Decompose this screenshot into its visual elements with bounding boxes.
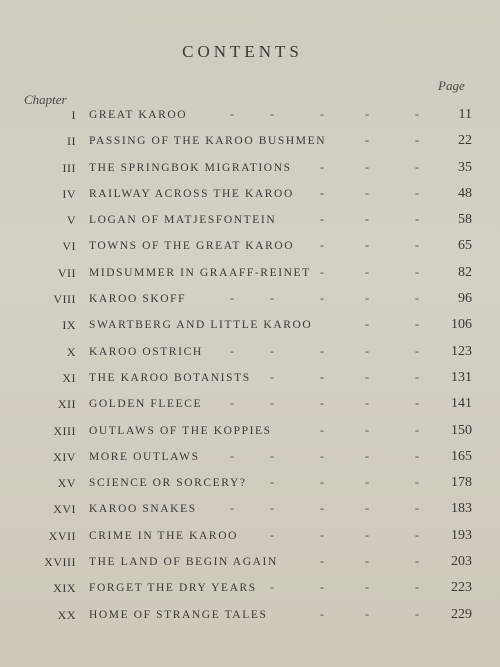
toc-entry[interactable] xyxy=(0,577,500,603)
page-number: 193 xyxy=(451,527,472,543)
leader-dash: - xyxy=(415,291,419,306)
leader-dash: - xyxy=(365,133,369,148)
toc-entry[interactable] xyxy=(0,314,500,340)
leader-dash: - xyxy=(415,107,419,121)
leader-dash: - xyxy=(415,580,419,595)
chapter-number: XIII xyxy=(53,423,76,438)
chapter-title: SCIENCE OR SORCERY? xyxy=(89,477,247,490)
toc-entry[interactable] xyxy=(0,498,500,524)
page-number: 203 xyxy=(451,554,472,570)
leader-dash: - xyxy=(365,606,369,621)
chapter-title: GREAT KAROO xyxy=(89,109,188,121)
chapter-number: XII xyxy=(57,397,76,412)
leader-dash: - xyxy=(230,396,234,411)
chapter-number: V xyxy=(66,213,76,228)
chapter-title: KAROO SNAKES xyxy=(89,503,197,516)
leader-dash: - xyxy=(365,264,369,279)
page-number: 48 xyxy=(458,185,472,201)
chapter-number: II xyxy=(67,134,76,149)
chapter-title: TOWNS OF THE GREAT KAROO xyxy=(89,240,295,253)
leader-dash: - xyxy=(270,291,274,306)
leader-dash: - xyxy=(230,448,234,463)
chapter-number: VIII xyxy=(53,292,76,307)
leader-dash: - xyxy=(320,212,324,227)
leader-dash: - xyxy=(365,212,369,227)
leader-dash: - xyxy=(365,159,369,174)
chapter-title: LOGAN OF MATJESFONTEIN xyxy=(89,214,277,227)
toc-entry[interactable] xyxy=(0,130,500,156)
toc-entry[interactable] xyxy=(0,525,500,551)
leader-dash: - xyxy=(415,396,419,411)
leader-dash: - xyxy=(415,238,419,253)
toc-entry[interactable] xyxy=(0,604,500,630)
toc-entry[interactable] xyxy=(0,367,500,393)
chapter-title: THE KAROO BOTANISTS xyxy=(89,371,251,384)
chapter-number: XV xyxy=(57,476,76,491)
leader-dash: - xyxy=(365,580,369,595)
page-number: 123 xyxy=(451,343,472,359)
leader-dash: - xyxy=(365,475,369,490)
table-of-contents xyxy=(0,104,500,630)
chapter-title: SWARTBERG AND LITTLE KAROO xyxy=(89,319,313,332)
page-number: 65 xyxy=(458,238,472,254)
leader-dash: - xyxy=(365,107,369,121)
chapter-number: XX xyxy=(57,607,76,622)
leader-dash: - xyxy=(415,159,419,174)
leader-dash: - xyxy=(365,501,369,516)
toc-entry[interactable] xyxy=(0,209,500,235)
page-column-header: Page xyxy=(438,78,465,93)
leader-dash: - xyxy=(320,159,324,174)
chapter-number: VII xyxy=(57,265,76,280)
leader-dash: - xyxy=(365,554,369,569)
toc-entry[interactable] xyxy=(0,341,500,367)
toc-entry[interactable] xyxy=(0,288,500,314)
toc-entry[interactable] xyxy=(0,393,500,419)
leader-dash: - xyxy=(270,343,274,358)
chapter-title: CRIME IN THE KAROO xyxy=(89,529,239,542)
leader-dash: - xyxy=(365,422,369,437)
leader-dash: - xyxy=(230,291,234,306)
chapter-title: KAROO SKOFF xyxy=(89,293,187,306)
toc-entry[interactable] xyxy=(0,183,500,209)
leader-dash: - xyxy=(415,212,419,227)
leader-dash: - xyxy=(320,554,324,569)
page-number: 11 xyxy=(458,107,472,122)
chapter-title: KAROO OSTRICH xyxy=(89,345,203,358)
page-number: 141 xyxy=(451,396,472,412)
leader-dash: - xyxy=(320,422,324,437)
leader-dash: - xyxy=(415,343,419,358)
chapter-title: THE SPRINGBOK MIGRATIONS xyxy=(89,161,292,174)
leader-dash: - xyxy=(415,475,419,490)
page-number: 22 xyxy=(458,133,472,149)
page-number: 229 xyxy=(451,606,472,622)
leader-dash: - xyxy=(270,107,274,121)
leader-dash: - xyxy=(415,369,419,384)
chapter-title: MIDSUMMER IN GRAAFF-REINET xyxy=(89,266,311,279)
chapter-title: THE LAND OF BEGIN AGAIN xyxy=(89,556,278,569)
leader-dash: - xyxy=(270,396,274,411)
toc-entry[interactable] xyxy=(0,420,500,446)
leader-dash: - xyxy=(320,369,324,384)
chapter-title: PASSING OF THE KAROO BUSHMEN xyxy=(89,135,327,148)
leader-dash: - xyxy=(230,343,234,358)
chapter-number: VI xyxy=(62,239,76,254)
page-number: 96 xyxy=(458,291,472,307)
leader-dash: - xyxy=(270,448,274,463)
chapter-number: XI xyxy=(62,370,76,385)
leader-dash: - xyxy=(320,343,324,358)
toc-entry[interactable] xyxy=(0,551,500,577)
page-number: 58 xyxy=(458,212,472,228)
leader-dash: - xyxy=(270,501,274,516)
toc-entry[interactable] xyxy=(0,235,500,261)
leader-dash: - xyxy=(270,369,274,384)
leader-dash: - xyxy=(365,396,369,411)
leader-dash: - xyxy=(320,606,324,621)
page-number: 223 xyxy=(451,580,472,596)
page-number: 106 xyxy=(451,317,472,333)
leader-dash: - xyxy=(415,185,419,200)
page-number: 131 xyxy=(451,369,472,385)
leader-dash: - xyxy=(365,291,369,306)
leader-dash: - xyxy=(320,475,324,490)
page-number: 35 xyxy=(458,159,472,175)
chapter-number: I xyxy=(71,108,76,122)
leader-dash: - xyxy=(415,501,419,516)
chapter-title: FORGET THE DRY YEARS xyxy=(89,582,257,595)
chapter-number: X xyxy=(66,344,76,359)
chapter-number: XVII xyxy=(48,528,76,543)
leader-dash: - xyxy=(320,396,324,411)
leader-dash: - xyxy=(365,369,369,384)
chapter-title: GOLDEN FLEECE xyxy=(89,398,203,411)
chapter-number: XIX xyxy=(53,581,76,596)
chapter-column-header: Chapter xyxy=(24,92,67,107)
leader-dash: - xyxy=(415,448,419,463)
leader-dash: - xyxy=(365,238,369,253)
leader-dash: - xyxy=(320,291,324,306)
leader-dash: - xyxy=(320,238,324,253)
leader-dash: - xyxy=(320,185,324,200)
leader-dash: - xyxy=(365,448,369,463)
toc-entry[interactable] xyxy=(0,262,500,288)
page-number: 82 xyxy=(458,264,472,280)
leader-dash: - xyxy=(365,317,369,332)
leader-dash: - xyxy=(230,501,234,516)
leader-dash: - xyxy=(320,527,324,542)
toc-entry[interactable] xyxy=(0,446,500,472)
page-number: 183 xyxy=(451,501,472,517)
leader-dash: - xyxy=(320,448,324,463)
leader-dash: - xyxy=(270,527,274,542)
leader-dash: - xyxy=(415,527,419,542)
leader-dash: - xyxy=(320,580,324,595)
leader-dash: - xyxy=(415,133,419,148)
leader-dash: - xyxy=(365,527,369,542)
page-title: CONTENTS xyxy=(182,42,303,61)
leader-dash: - xyxy=(320,264,324,279)
leader-dash: - xyxy=(230,107,234,121)
chapter-title: HOME OF STRANGE TALES xyxy=(89,608,268,621)
toc-entry[interactable] xyxy=(0,472,500,498)
leader-dash: - xyxy=(415,554,419,569)
toc-entry[interactable] xyxy=(0,104,500,130)
leader-dash: - xyxy=(320,107,324,121)
chapter-number: IX xyxy=(62,318,76,333)
chapter-number: XIV xyxy=(53,449,76,464)
chapter-title: MORE OUTLAWS xyxy=(89,450,200,463)
page-number: 150 xyxy=(451,422,472,438)
leader-dash: - xyxy=(270,580,274,595)
chapter-number: XVIII xyxy=(44,555,76,570)
chapter-number: III xyxy=(62,160,76,175)
chapter-number: IV xyxy=(62,186,76,201)
toc-entry[interactable] xyxy=(0,157,500,183)
leader-dash: - xyxy=(365,185,369,200)
chapter-number: XVI xyxy=(53,502,76,517)
chapter-title: RAILWAY ACROSS THE KAROO xyxy=(89,187,294,200)
page-number: 178 xyxy=(451,475,472,491)
leader-dash: - xyxy=(415,317,419,332)
leader-dash: - xyxy=(415,422,419,437)
leader-dash: - xyxy=(365,343,369,358)
chapter-title: OUTLAWS OF THE KOPPIES xyxy=(89,424,272,437)
page-number: 165 xyxy=(451,448,472,464)
leader-dash: - xyxy=(415,606,419,621)
leader-dash: - xyxy=(270,475,274,490)
leader-dash: - xyxy=(415,264,419,279)
leader-dash: - xyxy=(320,501,324,516)
